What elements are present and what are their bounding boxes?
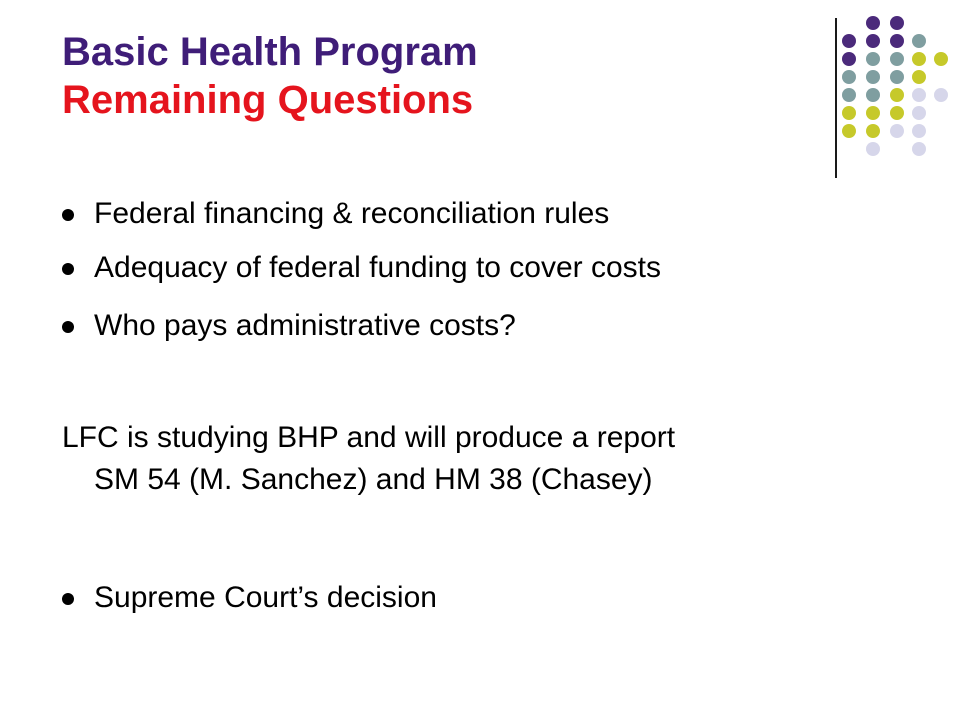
dot-yellow xyxy=(890,106,904,120)
dot-teal xyxy=(890,70,904,84)
dot-teal xyxy=(842,88,856,102)
dot-teal xyxy=(912,34,926,48)
bullet-text: Who pays administrative costs? xyxy=(94,309,516,342)
slide-title xyxy=(62,28,478,124)
dot-teal xyxy=(866,88,880,102)
dot-lavender xyxy=(890,124,904,138)
dot-yellow xyxy=(912,52,926,66)
paragraph-line-2: SM 54 (M. Sanchez) and HM 38 (Chasey) xyxy=(94,463,653,496)
dot-teal xyxy=(866,70,880,84)
dot-lavender xyxy=(912,106,926,120)
dot-purple xyxy=(890,34,904,48)
dot-yellow xyxy=(890,88,904,102)
dot-yellow xyxy=(934,52,948,66)
dot-yellow xyxy=(866,106,880,120)
dot-lavender xyxy=(912,88,926,102)
dot-purple xyxy=(866,16,880,30)
dot-purple xyxy=(842,34,856,48)
dot-yellow xyxy=(912,70,926,84)
dot-yellow xyxy=(842,106,856,120)
dot-purple xyxy=(842,52,856,66)
dot-lavender xyxy=(912,124,926,138)
bullet-dot-icon xyxy=(62,321,74,333)
title-line-1: Basic Health Program xyxy=(62,30,478,74)
dot-lavender xyxy=(912,142,926,156)
dot-yellow xyxy=(842,124,856,138)
title-line-2: Remaining Questions xyxy=(62,78,474,122)
bullet-dot-icon xyxy=(62,593,74,605)
bullet-text: Supreme Court’s decision xyxy=(94,581,437,614)
bullet-dot-icon xyxy=(62,263,74,275)
paragraph-line-1: LFC is studying BHP and will produce a report xyxy=(62,421,676,454)
bullet-text: Federal financing & reconciliation rules xyxy=(94,197,610,230)
dot-lavender xyxy=(866,142,880,156)
dot-teal xyxy=(866,52,880,66)
dot-purple xyxy=(866,34,880,48)
dot-lavender xyxy=(934,88,948,102)
dot-teal xyxy=(842,70,856,84)
bullet-dot-icon xyxy=(62,209,74,221)
bullet-text: Adequacy of federal funding to cover costs xyxy=(94,251,662,284)
dot-yellow xyxy=(866,124,880,138)
dot-purple xyxy=(890,16,904,30)
dot-teal xyxy=(890,52,904,66)
vertical-divider xyxy=(835,18,837,178)
